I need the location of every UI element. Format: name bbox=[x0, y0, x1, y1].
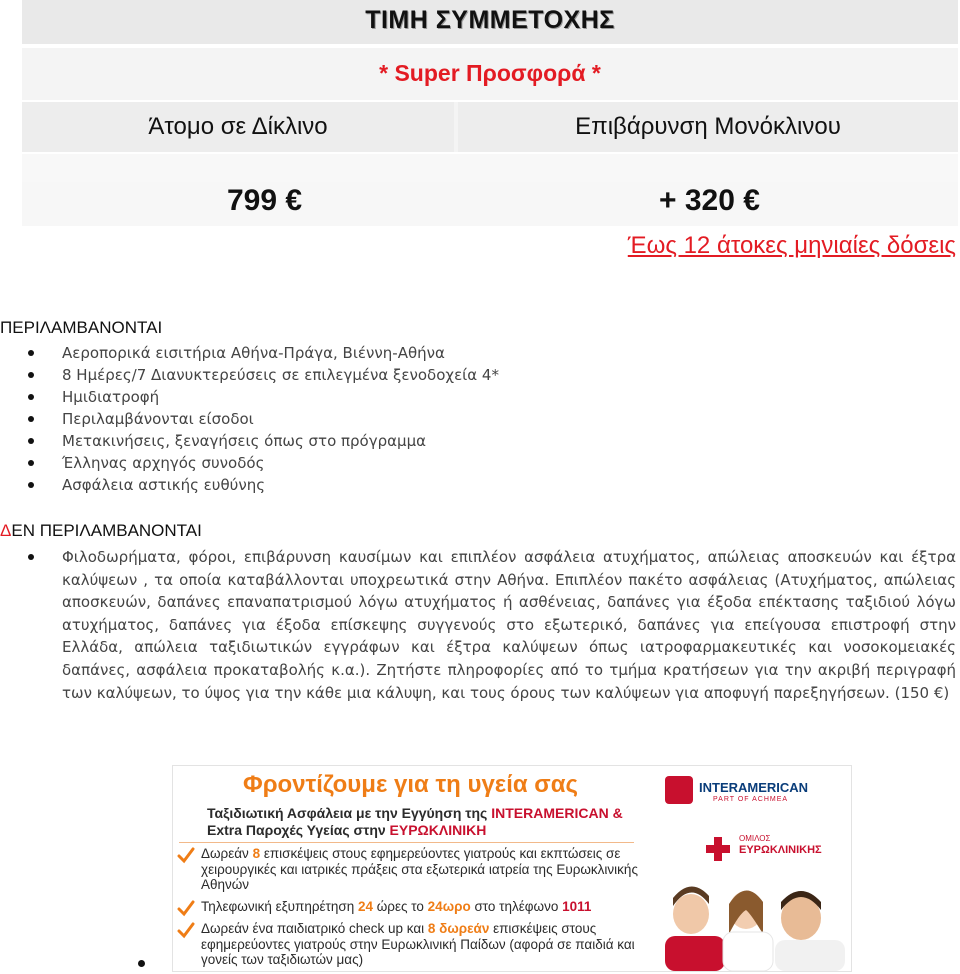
bullet-icon bbox=[28, 554, 34, 560]
excluded-paragraph: Φιλοδωρήματα, φόροι, επιβάρυνση καυσίμων και επιπλέον ασφάλεια ατυχήματος, απώλειας αποσκευών και έξτρα καλύψεων , τα οποία καταβάλλονται υποχρεωτικά στην Αθήνα. Επιπλέον πακέτο ασφάλειας (Ατυχήματος, απώλειας αποσκευών, δαπάνες επαναπατρισμού λόγω ατυχήματος ή ασθένειας, δαπάνες για έξοδα επέκτασης ταξιδιού λόγω ατυχήματος, δαπάνες για έξοδα επίσκεψης συγγενούς στο εξωτερικό, δαπάνες για επείγουσα επιστροφή στην Ελλάδα, απώλεια ταξιδιωτικών εγγράφων και έξτρα καλύψεων όπως ιατροφαρμακευτικές και νοσοκομειακές δαπάνες, ασφάλεια προκαταβολής κ.α.). Ζητήστε πληροφορίες από το τμήμα κρατήσεων για την ακριβή περιγραφή των καλύψεων, το ύψος για την κάθε μια κάλυψη, και τους όρους των καλύψεων για αποφυγή παρεξηγήσεων. (150 €) bbox=[62, 548, 956, 702]
price-title: ΤΙΜΗ ΣΥΜΜΕΤΟΧΗΣ bbox=[365, 6, 615, 34]
bullet-icon bbox=[138, 960, 145, 967]
eurokliniki-logo: ΟΜΙΛΟΣ ΕΥΡΩΚΛΙΝΙΚΗΣ bbox=[705, 832, 825, 872]
check-icon bbox=[177, 899, 195, 917]
excluded-heading: ΔΕΝ ΠΕΡΙΛΑΜΒΑΝΟΝΤΑΙ bbox=[0, 521, 202, 540]
single-supplement-header: Επιβάρυνση Μονόκλινου bbox=[575, 113, 841, 140]
medical-cross-icon bbox=[705, 836, 731, 862]
list-item: Περιλαμβάνονται είσοδοι bbox=[0, 408, 499, 430]
double-room-header-cell bbox=[22, 102, 454, 152]
offer-row bbox=[22, 48, 958, 100]
list-item: Ημιδιατροφή bbox=[0, 386, 499, 408]
banner-divider bbox=[179, 842, 634, 843]
column-headers-row bbox=[22, 102, 958, 152]
banner-benefit-item: Δωρεάν 8 επισκέψεις στους εφημερεύοντες γιατρούς και εκπτώσεις σε χειρουργικές και ιατρικές πράξεις στα εξωτερικά ιατρεία της Ευρωκλινικής Αθηνών bbox=[201, 846, 638, 893]
banner-subtitle: Ταξιδιωτική Ασφάλεια με την Εγγύηση της INTERAMERICAN & Extra Παροχές Υγείας στην ΕΥΡΩΚΛΙΝΙΚΗ bbox=[207, 805, 623, 838]
super-offer-label: * Super Προσφορά * bbox=[379, 60, 601, 86]
installments-note: Έως 12 άτοκες μηνιαίες δόσεις bbox=[627, 232, 956, 259]
health-insurance-banner bbox=[172, 765, 852, 972]
family-photo-icon bbox=[651, 874, 851, 971]
list-item: Μετακινήσεις, ξεναγήσεις όπως στο πρόγραμμα bbox=[0, 430, 499, 452]
price-table bbox=[22, 0, 958, 226]
double-room-price: 799 € bbox=[227, 184, 303, 217]
single-supplement-price: + 320 € bbox=[659, 184, 760, 217]
bullet-icon bbox=[28, 416, 34, 422]
check-icon bbox=[177, 846, 195, 864]
price-title-row bbox=[22, 0, 958, 44]
bullet-icon bbox=[28, 482, 34, 488]
double-room-header: Άτομο σε Δίκλινο bbox=[148, 113, 328, 140]
bullet-icon bbox=[28, 394, 34, 400]
bullet-icon bbox=[28, 438, 34, 444]
bullet-icon bbox=[28, 372, 34, 378]
included-heading: ΠΕΡΙΛΑΜΒΑΝΟΝΤΑΙ bbox=[0, 318, 163, 337]
table-spacer-row bbox=[22, 154, 958, 182]
banner-benefit-item: Τηλεφωνική εξυπηρέτηση 24 ώρες το 24ωρο στο τηλέφωνο 1011 bbox=[201, 899, 592, 914]
bullet-icon bbox=[28, 460, 34, 466]
list-item: Ασφάλεια αστικής ευθύνης bbox=[0, 474, 499, 496]
single-supplement-header-cell bbox=[458, 102, 958, 152]
included-list bbox=[0, 342, 499, 496]
prices-row bbox=[22, 182, 958, 226]
interamerican-mark-icon bbox=[665, 776, 693, 804]
interamerican-logo: INTERAMERICAN PART OF ACHMEA bbox=[665, 774, 833, 810]
banner-benefit-item: Δωρεάν ένα παιδιατρικό check up και 8 δωρεάν επισκέψεις στους εφημερεύοντες γιατρούς στην Ευρωκλινική Παίδων (αφορά σε παιδιά και γονείς των ταξιδιωτών μας) bbox=[201, 921, 635, 968]
list-item: 8 Ημέρες/7 Διανυκτερεύσεις σε επιλεγμένα ξενοδοχεία 4* bbox=[0, 364, 499, 386]
list-item: Αεροπορικά εισιτήρια Αθήνα-Πράγα, Βιέννη-Αθήνα bbox=[0, 342, 499, 364]
list-item: Έλληνας αρχηγός συνοδός bbox=[0, 452, 499, 474]
banner-title: Φροντίζουμε για τη υγεία σας bbox=[243, 771, 578, 798]
bullet-icon bbox=[28, 350, 34, 356]
check-icon bbox=[177, 921, 195, 939]
